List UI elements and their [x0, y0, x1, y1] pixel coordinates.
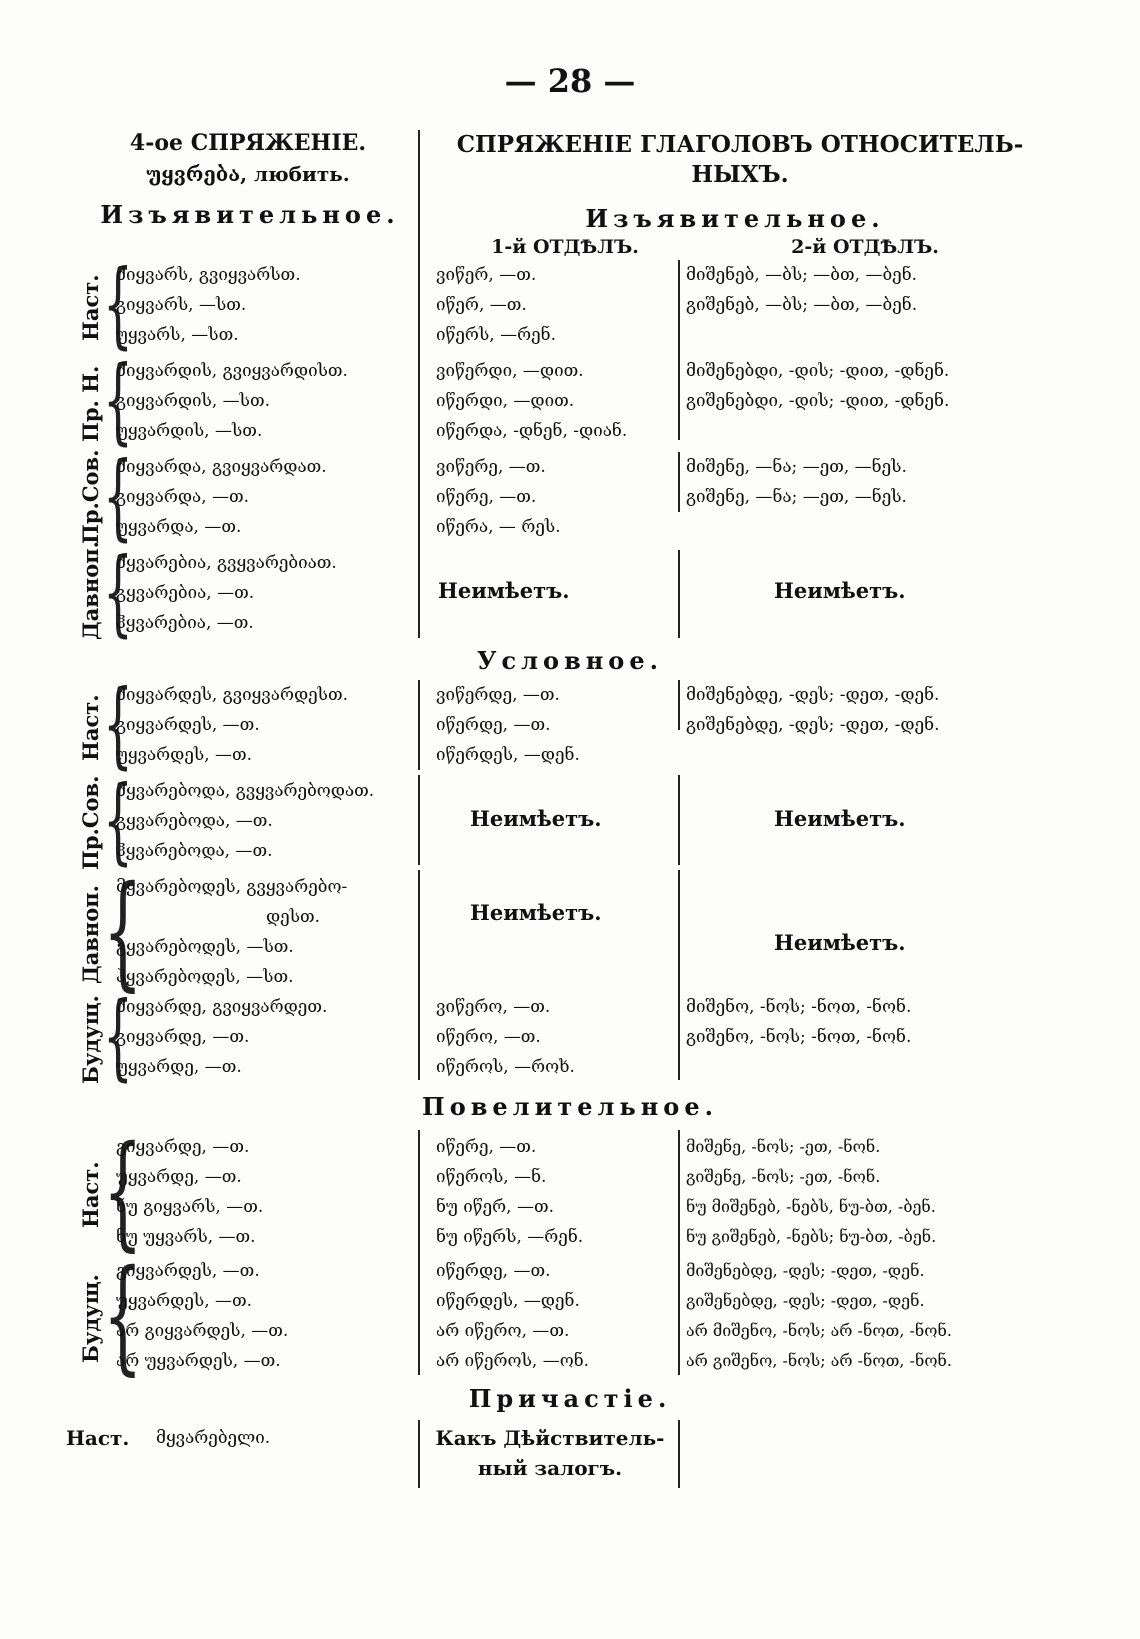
- form-line: მყვარებოდა, გვყვარებოდათ.: [116, 781, 375, 801]
- form-line: იწერე, —თ.: [436, 487, 537, 507]
- left-ind-present: [116, 260, 301, 350]
- form-line: გიშენებდი, -დის; -დით, -დნენ.: [686, 391, 950, 411]
- form-line: მიშენებდი, -დის; -დით, -დნენ.: [686, 361, 950, 381]
- label-past-perfect: Пр.Сов.: [78, 449, 103, 544]
- form-line: იწერდეს, —დენ.: [436, 745, 580, 765]
- label-future: Будущ.: [78, 995, 103, 1085]
- form-line: ნუ გიშენებ, -ნებს; ნუ-ბთ, -ბენ.: [686, 1227, 937, 1246]
- form-line: მიშენო, -ნოს; -ნოთ, -ნონ.: [686, 997, 912, 1017]
- right-title-line1: СПРЯЖЕНІЕ ГЛАГОЛОВЪ ОТНОСИТЕЛЬ-: [456, 131, 1024, 158]
- brace: {: [103, 442, 133, 551]
- c1-cond-pluperfect-none: Неимѣетъ.: [470, 900, 602, 925]
- brace: {: [103, 250, 133, 359]
- label-pluperfect: Давноп.: [78, 541, 103, 640]
- brace: {: [103, 1120, 143, 1264]
- column-divider: [678, 260, 680, 440]
- label-present: Наст.: [78, 1161, 103, 1229]
- form-line: გიშენებდე, -დეს; -დეთ, -დენ.: [686, 1291, 925, 1310]
- c2-imp-future: [686, 1256, 952, 1376]
- form-line: მიშენებ, —ბს; —ბთ, —ბენ.: [686, 265, 918, 285]
- brace: {: [103, 766, 133, 875]
- column-divider: [678, 550, 680, 638]
- form-line: იწერდე, —თ.: [436, 715, 551, 735]
- c1-cond-past-perfect-none: Неимѣетъ.: [470, 806, 602, 831]
- c1-ind-past-imperfect: [436, 356, 627, 446]
- brace: {: [103, 346, 133, 455]
- form-line: ვიწერდე, —თ.: [436, 685, 560, 705]
- form-line: ვიწერე, —თ.: [436, 457, 546, 477]
- column-divider: [678, 990, 680, 1080]
- form-line: ჰყვარებოდეს, —სთ.: [116, 967, 294, 987]
- form-line: ჰყვარებია, —თ.: [116, 613, 254, 633]
- form-line: უყვარს, —სთ.: [116, 325, 239, 345]
- form-line: მიყვარდე, გვიყვარდეთ.: [116, 997, 328, 1017]
- form-line: გყვარებოდეს, —სთ.: [116, 937, 294, 957]
- form-line: გიშენე, —ნა; —ეთ, —ნეს.: [686, 487, 907, 507]
- column-divider: [418, 775, 420, 865]
- c1-ind-pluperfect-none: Неимѣетъ.: [438, 578, 570, 603]
- column-divider: [418, 130, 420, 638]
- form-line: გიშენებ, —ბს; —ბთ, —ბენ.: [686, 295, 918, 315]
- form-line: ნუ იწერ, —თ.: [436, 1197, 555, 1217]
- c2-cond-future: [686, 992, 911, 1052]
- form-line: იწერა, — რეს.: [436, 517, 561, 537]
- left-cond-pluperfect: [116, 872, 347, 992]
- brace: {: [103, 538, 133, 647]
- form-line: ნუ გიყვარს, —თ.: [116, 1197, 264, 1217]
- form-line: იწერდი, —დით.: [436, 391, 575, 411]
- left-mood-indicative: Изъявительное.: [100, 200, 400, 229]
- left-subtitle: უყვრება, любить.: [146, 162, 350, 186]
- form-line: ვიწერ, —თ.: [436, 265, 537, 285]
- form-line: იწეროს, —ნ.: [436, 1167, 547, 1187]
- form-line: არ იწერო, —თ.: [436, 1321, 570, 1341]
- form-line: ვიწერდი, —დით.: [436, 361, 584, 381]
- c2-ind-pluperfect-none: Неимѣетъ.: [774, 578, 906, 603]
- participle-note-line1: Какъ Дѣйствитель-: [435, 1426, 665, 1450]
- column-divider: [418, 990, 420, 1080]
- column-divider: [678, 870, 680, 990]
- form-line: გიყვარდეს, —თ.: [116, 715, 260, 735]
- form-line: გყვარებია, —თ.: [116, 583, 255, 603]
- form-line: გიყვარდის, —სთ.: [116, 391, 271, 411]
- form-line: გიყვარდეს, —თ.: [116, 1261, 260, 1281]
- left-title: 4-ое СПРЯЖЕНІЕ.: [129, 130, 367, 156]
- form-line: მყვარებოდეს, გვყვარებო-: [116, 877, 348, 897]
- right-mood-indicative: Изъявительное.: [585, 204, 885, 233]
- form-line: უყვარდის, —სთ.: [116, 421, 263, 441]
- form-line: იწერს, —რენ.: [436, 325, 556, 345]
- form-line: არ გიშენო, -ნოს; არ -ნოთ, -ნონ.: [686, 1351, 952, 1370]
- form-line: იწერდეს, —დენ.: [436, 1291, 580, 1311]
- form-line: იწერე, —თ.: [436, 1137, 537, 1157]
- c2-cond-pluperfect-none: Неимѣетъ.: [774, 930, 906, 955]
- c1-cond-present: [436, 680, 580, 770]
- brace: {: [103, 982, 133, 1091]
- column-divider: [418, 1130, 420, 1375]
- label-present: Наст.: [78, 694, 103, 762]
- c2-imp-present: [686, 1132, 936, 1252]
- c1-cond-future: [436, 992, 575, 1082]
- form-line: გიყვარს, —სთ.: [116, 295, 247, 315]
- mood-conditional: Условное.: [477, 646, 663, 675]
- form-line: იწერ, —თ.: [436, 295, 527, 315]
- brace: {: [103, 860, 143, 1004]
- form-line: არ მიშენო, -ნოს; არ -ნოთ, -ნონ.: [686, 1321, 952, 1340]
- form-line: დესთ.: [266, 907, 321, 927]
- label-pluperfect: Давноп.: [78, 885, 103, 985]
- form-line: გიშენე, -ნოს; -ეთ, -ნონ.: [686, 1167, 881, 1186]
- left-imp-present: [116, 1132, 263, 1252]
- left-cond-past-perfect: [116, 776, 374, 866]
- form-line: გიშენებდე, -დეს; -დეთ, -დენ.: [686, 715, 940, 735]
- form-line: არ უყვარდეს, —თ.: [116, 1351, 281, 1371]
- column-1-header: 1-й ОТДѢЛЪ.: [491, 236, 639, 258]
- c2-cond-past-perfect-none: Неимѣетъ.: [774, 806, 906, 831]
- column-divider: [678, 1130, 680, 1375]
- c2-ind-present: [686, 260, 917, 320]
- form-line: ნუ მიშენებ, -ნებს, ნუ-ბთ, -ბენ.: [686, 1197, 936, 1216]
- form-line: მყვარებია, გვყვარებიათ.: [116, 553, 337, 573]
- form-line: ნუ იწერს, —რენ.: [436, 1227, 584, 1247]
- c2-ind-past-imperfect: [686, 356, 949, 416]
- form-line: ჰყვარებოდა, —თ.: [116, 841, 273, 861]
- left-cond-present: [116, 680, 348, 770]
- c1-ind-past-perfect: [436, 452, 561, 542]
- left-imp-future: [116, 1256, 288, 1376]
- column-divider: [678, 775, 680, 865]
- c2-ind-past-perfect: [686, 452, 907, 512]
- column-divider: [418, 680, 420, 770]
- column-divider: [678, 680, 680, 730]
- label-past-perfect: Пр.Сов.: [78, 775, 103, 870]
- participle-value: მყვარებელი.: [156, 1428, 271, 1448]
- participle-note-line2: ный залогъ.: [477, 1456, 623, 1480]
- c2-cond-present: [686, 680, 940, 740]
- participle-title: Причастіе.: [468, 1384, 672, 1413]
- form-line: გიყვარდე, —თ.: [116, 1137, 250, 1157]
- label-present: Наст.: [78, 274, 103, 342]
- form-line: მიყვარდის, გვიყვარდისთ.: [116, 361, 348, 381]
- column-2-header: 2-й ОТДѢЛЪ.: [791, 236, 939, 258]
- form-line: გიყვარდე, —თ.: [116, 1027, 250, 1047]
- c1-imp-present: [436, 1132, 583, 1252]
- left-cond-future: [116, 992, 327, 1082]
- c1-imp-future: [436, 1256, 589, 1376]
- form-line: მიშენე, —ნა; —ეთ, —ნეს.: [686, 457, 907, 477]
- brace: {: [103, 1244, 143, 1388]
- label-future: Будущ.: [78, 1274, 103, 1364]
- form-line: იწერდე, —თ.: [436, 1261, 551, 1281]
- form-line: მიშენებდე, -დეს; -დეთ, -დენ.: [686, 1261, 925, 1280]
- page-number: — 28 —: [504, 62, 636, 100]
- form-line: გყვარებოდა, —თ.: [116, 811, 273, 831]
- left-ind-past-imperfect: [116, 356, 348, 446]
- form-line: უყვარდეს, —თ.: [116, 1291, 253, 1311]
- form-line: იწერდა, -დნენ, -დიან.: [436, 421, 628, 441]
- form-line: არ გიყვარდეს, —თ.: [116, 1321, 289, 1341]
- form-line: უყვარდა, —თ.: [116, 517, 242, 537]
- column-divider: [678, 452, 680, 512]
- form-line: მიყვარს, გვიყვარსთ.: [116, 265, 301, 285]
- form-line: იწეროს, —როხ.: [436, 1057, 575, 1077]
- left-ind-pluperfect: [116, 548, 337, 638]
- form-line: მიყვარდა, გვიყვარდათ.: [116, 457, 327, 477]
- left-ind-past-perfect: [116, 452, 327, 542]
- column-divider: [678, 1420, 680, 1488]
- form-line: გიყვარდა, —თ.: [116, 487, 250, 507]
- c1-ind-present: [436, 260, 556, 350]
- mood-imperative: Повелительное.: [422, 1092, 718, 1121]
- form-line: არ იწეროს, —ონ.: [436, 1351, 590, 1371]
- form-line: მიშენებდე, -დეს; -დეთ, -დენ.: [686, 685, 940, 705]
- form-line: იწერო, —თ.: [436, 1027, 541, 1047]
- form-line: მიშენე, -ნოს; -ეთ, -ნონ.: [686, 1137, 881, 1156]
- brace: {: [103, 670, 133, 779]
- form-line: მიყვარდეს, გვიყვარდესთ.: [116, 685, 349, 705]
- label-past-imperfect: Пр. Н.: [78, 365, 103, 443]
- participle-label: Наст.: [66, 1426, 130, 1450]
- form-line: უყვარდეს, —თ.: [116, 745, 253, 765]
- form-line: უყვარდე, —თ.: [116, 1057, 242, 1077]
- column-divider: [418, 870, 420, 990]
- form-line: ვიწერო, —თ.: [436, 997, 551, 1017]
- column-divider: [418, 1420, 420, 1488]
- form-line: გიშენო, -ნოს; -ნოთ, -ნონ.: [686, 1027, 912, 1047]
- form-line: ნუ უყვარს, —თ.: [116, 1227, 256, 1247]
- right-title-line2: НЫХЪ.: [691, 161, 789, 188]
- form-line: უყვარდე, —თ.: [116, 1167, 242, 1187]
